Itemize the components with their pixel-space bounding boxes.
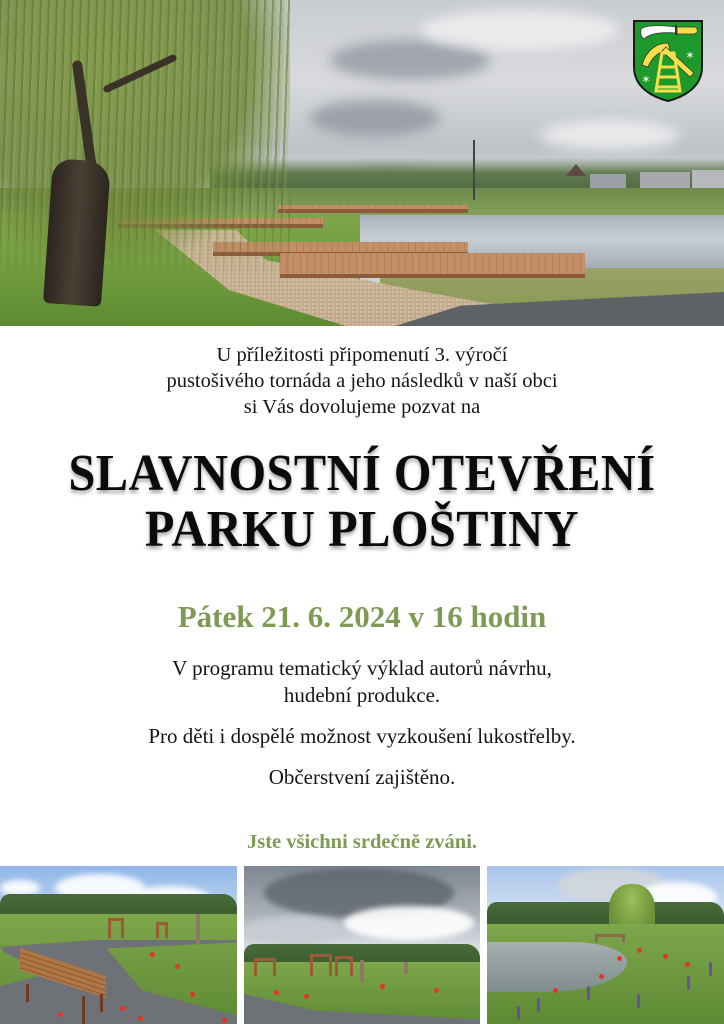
poppy bbox=[380, 984, 385, 989]
intro-line: si Vás dovolujeme pozvat na bbox=[243, 396, 481, 418]
poppy bbox=[190, 992, 195, 997]
program-line: Občerstvení zajištěno. bbox=[268, 765, 456, 789]
poppy bbox=[599, 974, 604, 979]
pergola bbox=[156, 922, 168, 938]
lupin-flower bbox=[637, 994, 640, 1008]
poppy bbox=[553, 988, 558, 993]
poppy bbox=[637, 948, 642, 953]
willow-branches bbox=[0, 0, 290, 290]
gallery-photo-bench bbox=[0, 866, 237, 1024]
lupin-flower bbox=[537, 998, 540, 1012]
lupin-flower bbox=[587, 986, 590, 1000]
pergola bbox=[335, 956, 353, 976]
poppy bbox=[685, 962, 690, 967]
hero-photo bbox=[0, 0, 724, 326]
cloud bbox=[420, 10, 620, 50]
poppy bbox=[58, 1012, 63, 1017]
bench-leg bbox=[82, 996, 85, 1024]
wooden-bridge bbox=[278, 205, 468, 213]
event-date-time: Pátek 21. 6. 2024 v 16 hodin bbox=[177, 599, 547, 634]
poppy bbox=[617, 956, 622, 961]
poppy bbox=[274, 990, 279, 995]
poppy bbox=[138, 1016, 143, 1021]
event-title bbox=[25, 446, 698, 558]
cloud bbox=[540, 120, 680, 150]
pergola bbox=[254, 958, 276, 976]
treeline bbox=[487, 902, 724, 924]
intro-text bbox=[0, 342, 724, 420]
house bbox=[692, 170, 724, 190]
intro-line: pustošivého tornáda a jeho následků v naší obci bbox=[166, 370, 558, 392]
pergola bbox=[310, 954, 332, 976]
tree-stake bbox=[196, 914, 200, 944]
title-line: PARKU PLOŠTINY bbox=[144, 501, 580, 558]
tree-stake bbox=[404, 962, 408, 974]
gallery-photo-pond bbox=[487, 866, 724, 1024]
bench-leg bbox=[26, 984, 29, 1002]
poppy bbox=[150, 952, 155, 957]
program-line: Pro děti i dospělé možnost vyzkoušení lukostřelby. bbox=[148, 724, 576, 748]
title-line: SLAVNOSTNÍ OTEVŘENÍ bbox=[68, 445, 656, 502]
svg-text:✶: ✶ bbox=[685, 49, 695, 62]
poppy bbox=[222, 1018, 227, 1023]
intro-line: U příležitosti připomenutí 3. výročí bbox=[216, 344, 508, 366]
cloud bbox=[244, 916, 344, 946]
lupin-flower bbox=[687, 976, 690, 990]
poppy bbox=[434, 988, 439, 993]
pergola bbox=[108, 918, 124, 938]
poppy bbox=[120, 1006, 125, 1011]
dock bbox=[595, 934, 625, 942]
cloud bbox=[310, 100, 440, 136]
gallery-photo-pergolas bbox=[244, 866, 480, 1024]
poppy bbox=[663, 954, 668, 959]
poppy bbox=[175, 964, 180, 969]
bench-leg bbox=[100, 994, 103, 1012]
coat-of-arms-icon bbox=[632, 19, 704, 103]
lupin-flower bbox=[709, 962, 712, 976]
lamp-post bbox=[473, 140, 475, 200]
poppy bbox=[304, 994, 309, 999]
program-text bbox=[0, 655, 724, 791]
program-line: hudební produkce. bbox=[283, 683, 441, 707]
svg-text:✶: ✶ bbox=[641, 73, 651, 86]
willow-trunk bbox=[43, 158, 111, 307]
tree-stake bbox=[360, 960, 364, 982]
invitation-text: Jste všichni srdečně zváni. bbox=[246, 831, 478, 853]
lupin-flower bbox=[517, 1006, 520, 1020]
house-roof bbox=[566, 164, 586, 176]
cloud bbox=[344, 906, 474, 940]
wooden-deck bbox=[280, 253, 585, 278]
program-line: V programu tematický výklad autorů návrhu, bbox=[172, 656, 552, 680]
